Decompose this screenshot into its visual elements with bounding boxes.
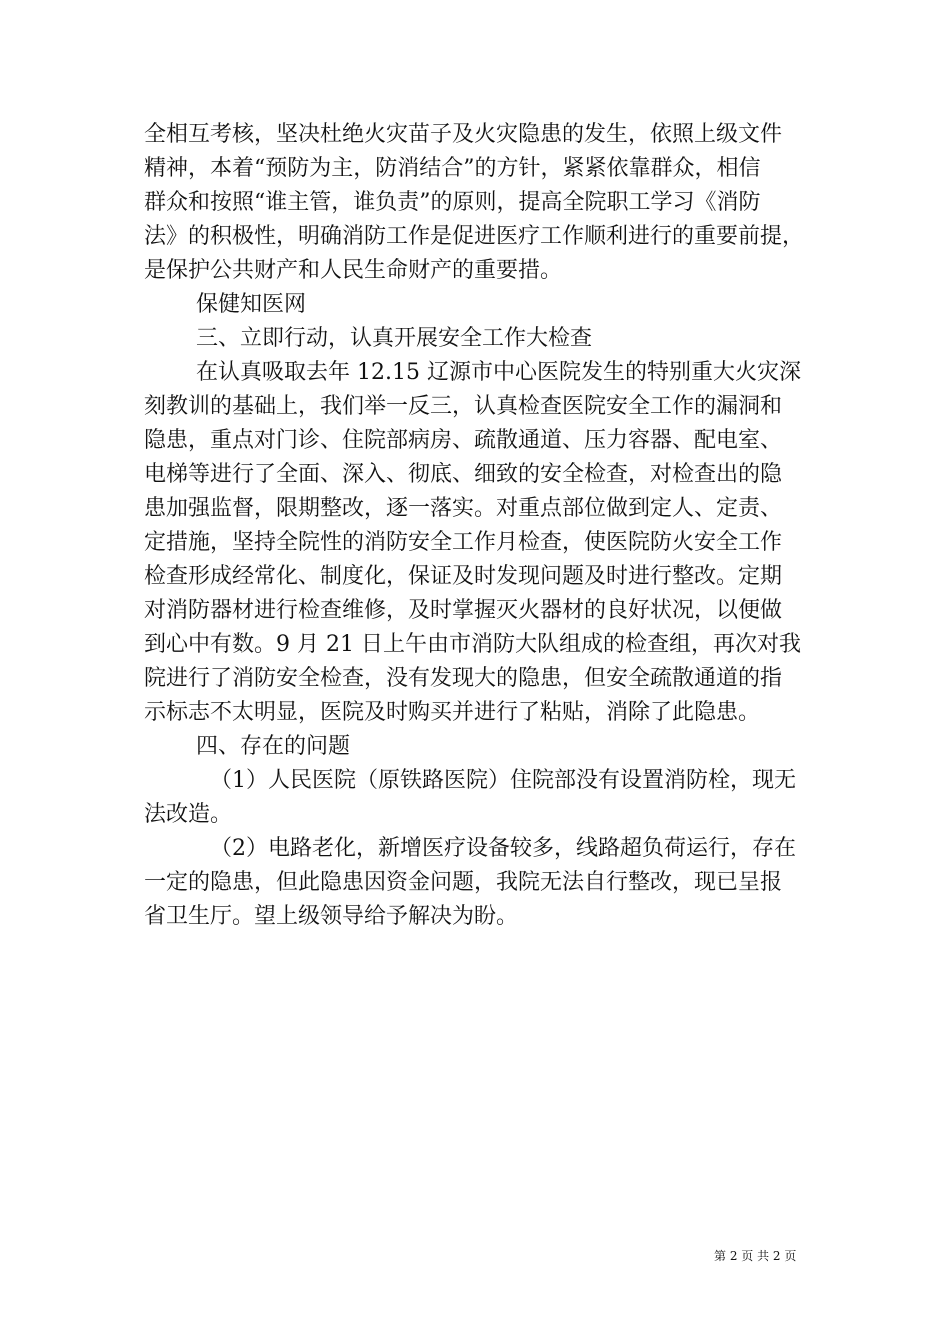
text-line: 对消防器材进行检查维修，及时掌握灭火器材的良好状况，以便做 [144, 598, 783, 623]
text-line: 一定的隐患，但此隐患因资金问题，我院无法自行整改，现已呈报 [144, 870, 783, 895]
text-line: 法》的积极性，明确消防工作是促进医疗工作顺利进行的重要前提， [144, 224, 805, 249]
text-line: 全相互考核，坚决杜绝火灾苗子及火灾隐患的发生，依照上级文件 [144, 122, 783, 147]
watermark-line: 保健知医网 [196, 292, 307, 317]
text-line: 隐患，重点对门诊、住院部病房、疏散通道、压力容器、配电室、 [144, 428, 783, 453]
text-line: 精神，本着“预防为主，防消结合”的方针，紧紧依靠群众，相信 [144, 156, 761, 181]
text-line: （1）人民医院（原铁路医院）住院部没有设置消防栓，现无 [210, 768, 796, 793]
text-line: 刻教训的基础上，我们举一反三，认真检查医院安全工作的漏洞和 [144, 394, 783, 419]
text-line: 院进行了消防安全检查，没有发现大的隐患，但安全疏散通道的指 [144, 666, 783, 691]
text-line: 是保护公共财产和人民生命财产的重要措。 [144, 258, 563, 283]
text-line: 定措施，坚持全院性的消防安全工作月检查，使医院防火安全工作 [144, 530, 783, 555]
text-line: （2）电路老化，新增医疗设备较多，线路超负荷运行，存在 [210, 836, 796, 861]
paragraph-inspection [144, 356, 808, 730]
page-number-footer: 第 2 页 共 2 页 [714, 1249, 797, 1263]
text-line: 法改造。 [144, 802, 233, 827]
document-body [144, 118, 808, 934]
text-line: 到心中有数。9 月 21 日上午由市消防大队组成的检查组，再次对我 [144, 632, 801, 657]
text-line: 电梯等进行了全面、深入、彻底、细致的安全检查，对检查出的隐 [144, 462, 783, 487]
section-heading-3: 三、立即行动，认真开展安全工作大检查 [196, 326, 593, 351]
text-line: 群众和按照“谁主管，谁负责”的原则，提高全院职工学习《消防 [144, 190, 761, 215]
text-line: 检查形成经常化、制度化，保证及时发现问题及时进行整改。定期 [144, 564, 783, 589]
problem-item-2 [144, 832, 808, 934]
problem-item-1 [144, 764, 808, 832]
text-line: 患加强监督，限期整改，逐一落实。对重点部位做到定人、定责、 [144, 496, 783, 521]
text-line: 在认真吸取去年 12.15 辽源市中心医院发生的特别重大火灾深 [196, 360, 801, 385]
section-heading-4: 四、存在的问题 [196, 734, 351, 759]
text-line: 省卫生厅。望上级领导给予解决为盼。 [144, 904, 519, 929]
paragraph-regulations [144, 118, 808, 288]
text-line: 示标志不太明显，医院及时购买并进行了粘贴，消除了此隐患。 [144, 700, 761, 725]
